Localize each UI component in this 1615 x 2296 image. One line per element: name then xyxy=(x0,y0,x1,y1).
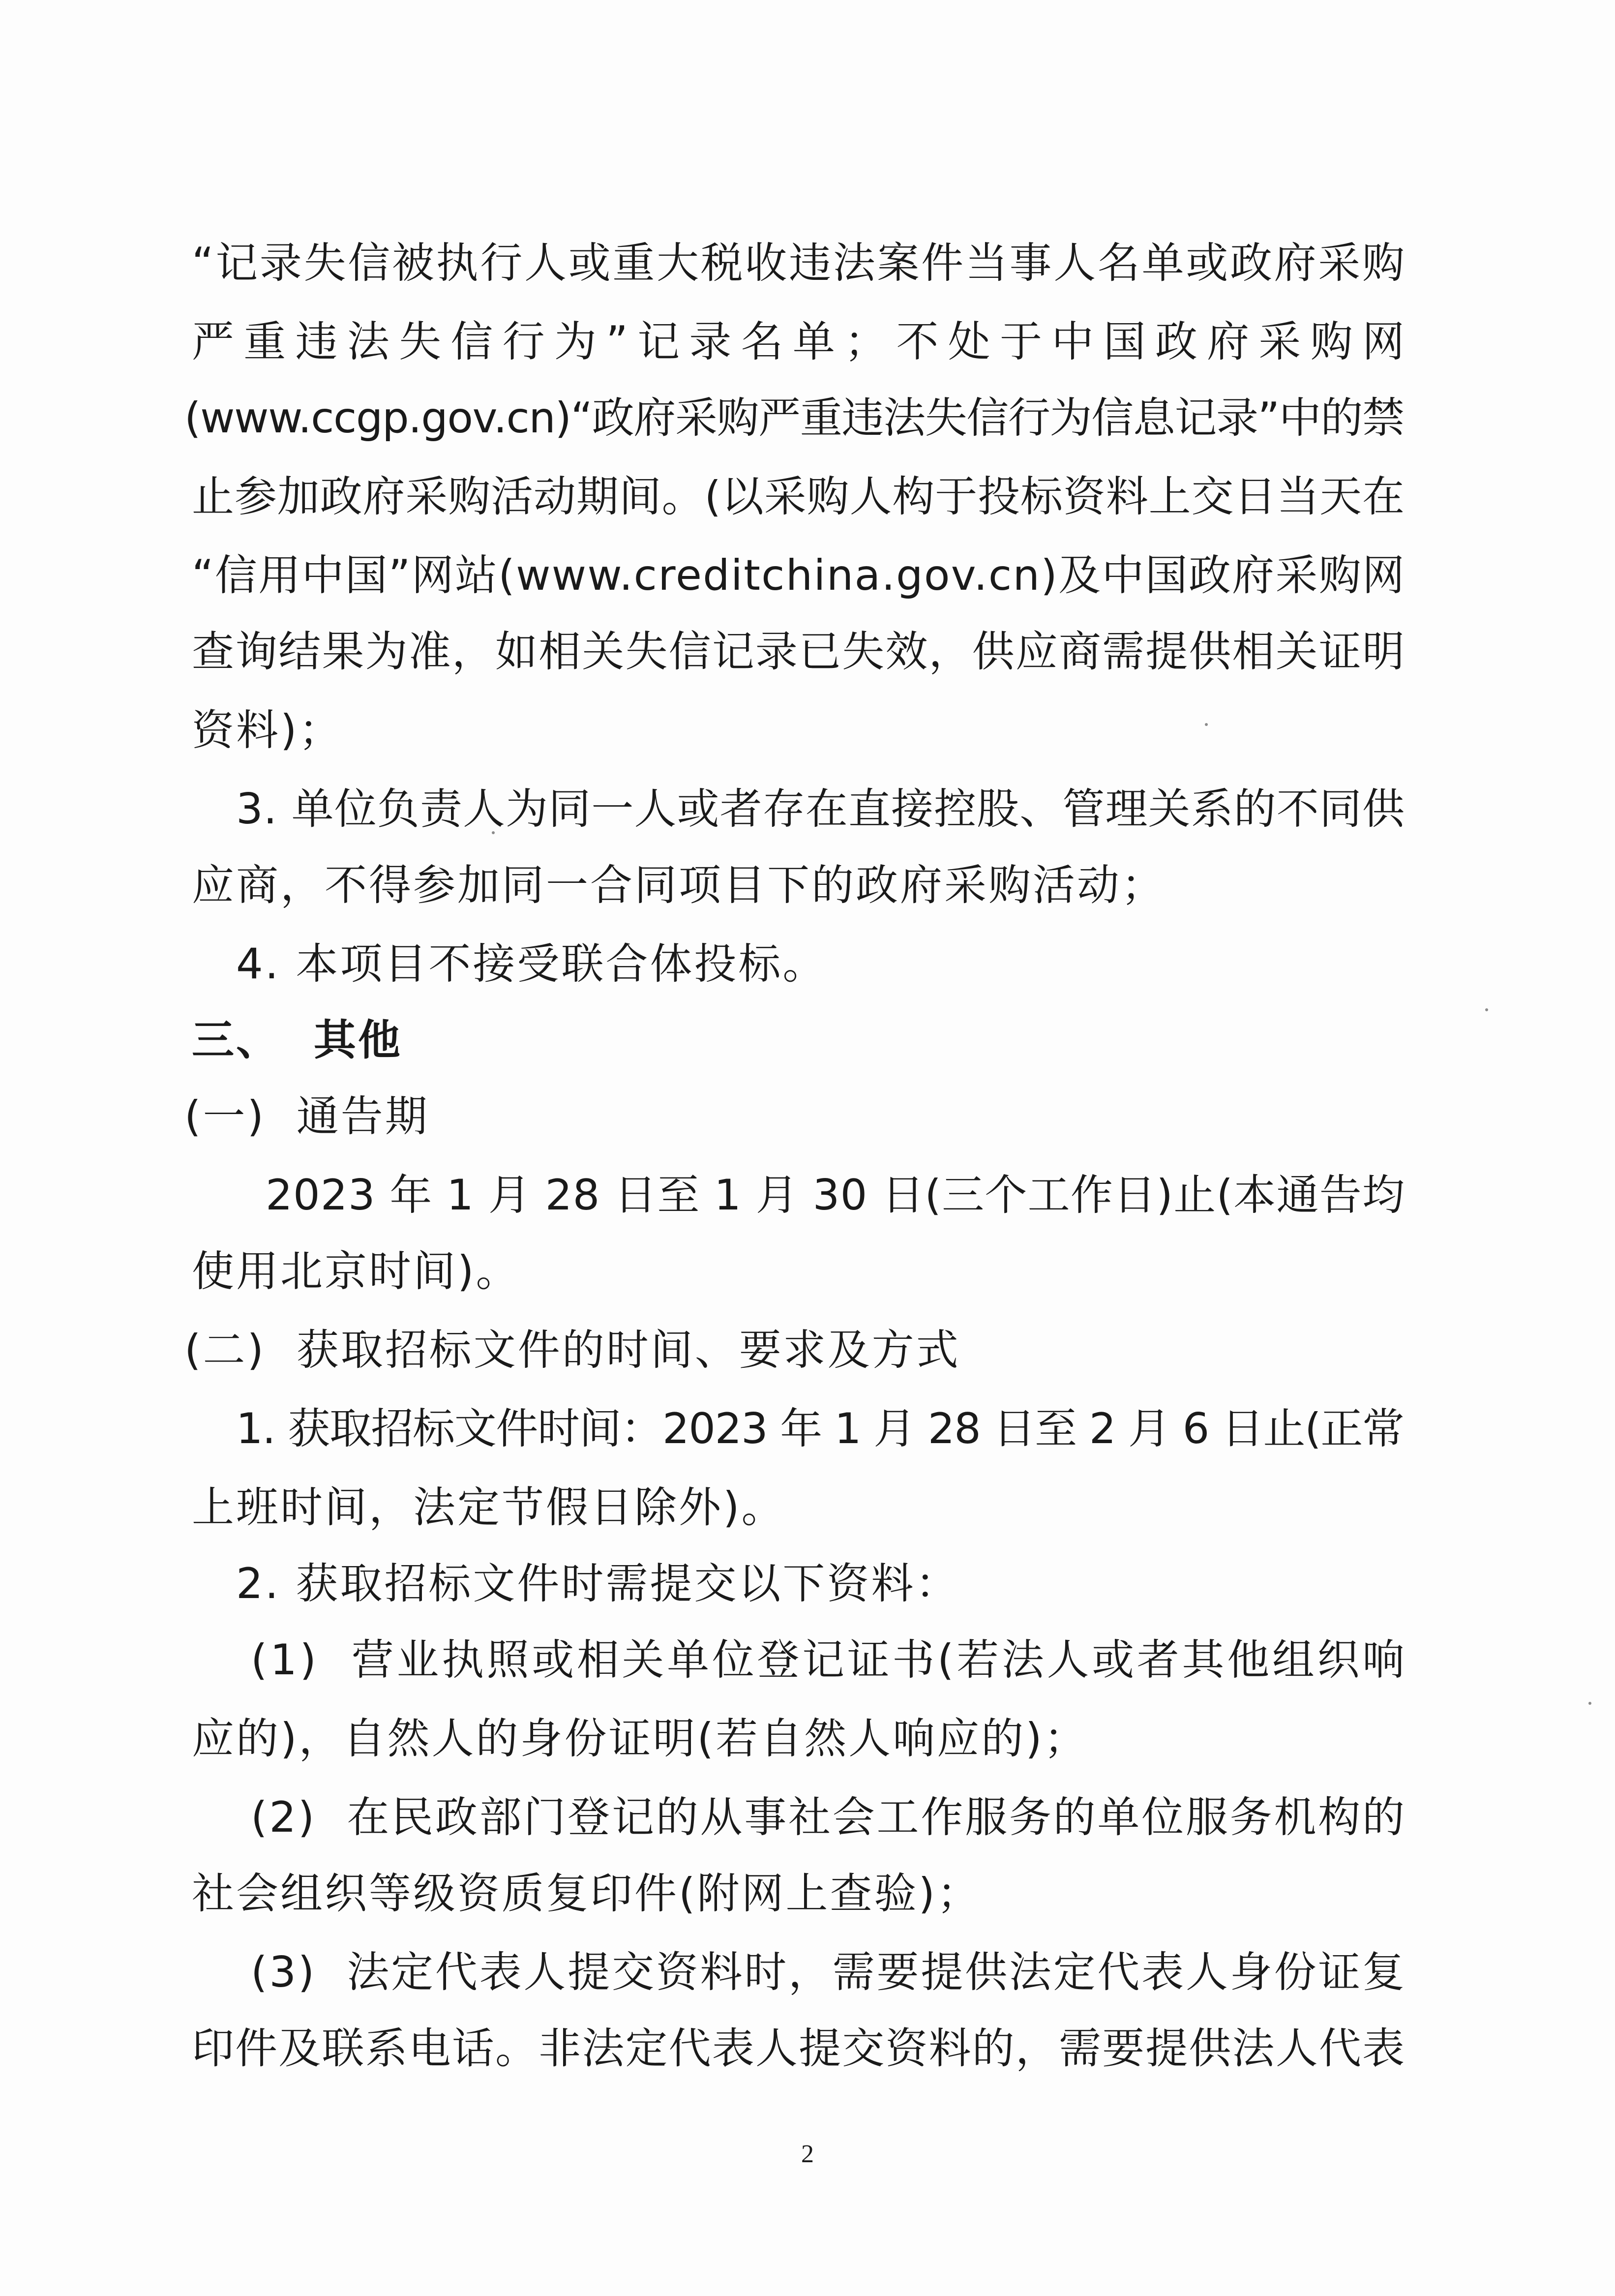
text-line-content: 4. 本项目不接受联合体投标。 xyxy=(236,939,827,989)
text-line xyxy=(0,457,1615,536)
text-line xyxy=(0,1778,1615,1857)
text-line xyxy=(0,925,1615,1003)
text-line-content: 1. 获取招标文件时间：2023 年 1 月 28 日至 2 月 6 日止(正常 xyxy=(236,1404,1404,1453)
text-line-content: 查询结果为准，如相关失信记录已失效，供应商需提供相关证明 xyxy=(192,627,1406,676)
text-line xyxy=(0,770,1615,848)
text-line xyxy=(0,1311,1615,1390)
text-line-content: 2023 年 1 月 28 日至 1 月 30 日(三个工作日)止(本通告均 xyxy=(266,1171,1406,1220)
text-line xyxy=(0,1544,1615,1623)
text-line xyxy=(0,536,1615,615)
text-line xyxy=(0,379,1615,457)
text-line xyxy=(0,612,1615,691)
text-line xyxy=(0,691,1615,770)
text-line-content: 印件及联系电话。非法定代表人提交资料的，需要提供法人代表 xyxy=(192,2024,1406,2073)
text-line-content: (二) 获取招标文件的时间、要求及方式 xyxy=(184,1326,960,1375)
text-line-content: 应的)，自然人的身份证明(若自然人响应的)； xyxy=(192,1714,1088,1763)
text-line-content: “信用中国”网站(www.creditchina.gov.cn)及中国政府采购网 xyxy=(192,551,1406,600)
text-line-content: 3. 单位负责人为同一人或者存在直接控股、管理关系的不同供 xyxy=(236,785,1406,834)
text-line xyxy=(0,1232,1615,1311)
text-line-content: 止参加政府采购活动期间。(以采购人构于投标资料上交日当天在 xyxy=(192,472,1405,521)
text-line-content: 2. 获取招标文件时需提交以下资料： xyxy=(236,1559,960,1608)
text-line-content: 使用北京时间)。 xyxy=(192,1247,520,1296)
text-line-content: 应商，不得参加同一合同项目下的政府采购活动； xyxy=(192,861,1166,910)
text-line xyxy=(0,1077,1615,1156)
page-number: 2 xyxy=(801,2140,814,2168)
text-line xyxy=(0,302,1615,381)
text-line xyxy=(0,1156,1615,1235)
text-line xyxy=(0,1001,1615,1080)
text-line xyxy=(0,1390,1615,1468)
text-line-content: “记录失信被执行人或重大税收违法案件当事人名单或政府采购 xyxy=(192,239,1406,288)
text-line xyxy=(0,1854,1615,1933)
text-line xyxy=(0,1468,1615,1547)
text-line-content: 三、 其他 xyxy=(192,1016,402,1065)
text-line-content: 社会组织等级资质复印件(附网上查验)； xyxy=(192,1869,982,1918)
text-line xyxy=(0,2009,1615,2088)
text-line xyxy=(0,1699,1615,1778)
text-line-content: (一) 通告期 xyxy=(184,1092,429,1141)
text-line-content: (3) 法定代表人提交资料时，需要提供法定代表人身份证复 xyxy=(251,1948,1406,1997)
text-line xyxy=(0,224,1615,302)
text-line xyxy=(0,1621,1615,1699)
text-line xyxy=(0,846,1615,925)
text-line-content: 资料)； xyxy=(192,706,343,755)
text-line xyxy=(0,1933,1615,2012)
text-line-content: 严重违法失信行为”记录名单；不处于中国政府采购网 xyxy=(192,317,1414,366)
text-line-content: 上班时间，法定节假日除外)。 xyxy=(192,1483,786,1532)
text-line-content: (www.ccgp.gov.cn)“政府采购严重违法失信行为信息记录”中的禁 xyxy=(184,393,1404,443)
text-line-content: (1) 营业执照或相关单位登记证书(若法人或者其他组织响 xyxy=(251,1635,1407,1685)
text-line-content: (2) 在民政部门登记的从事社会工作服务的单位服务机构的 xyxy=(251,1793,1406,1842)
